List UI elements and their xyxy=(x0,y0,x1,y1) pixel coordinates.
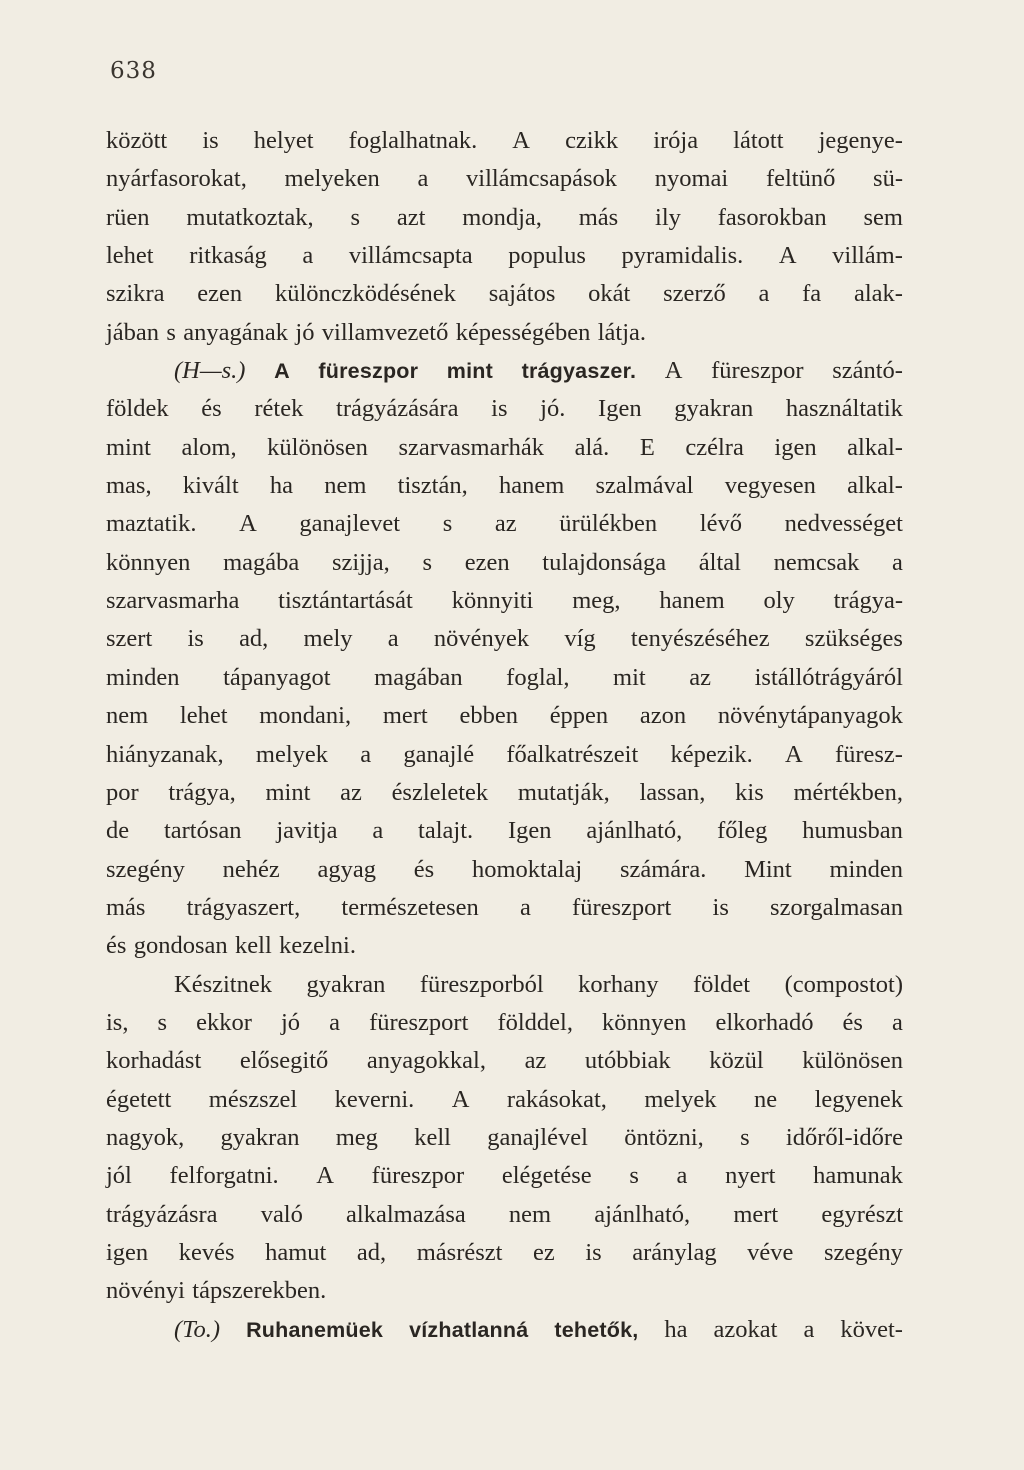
word: ad, xyxy=(356,1238,387,1266)
word: kezelni. xyxy=(279,932,356,960)
word: anyagának xyxy=(183,318,289,346)
word: használtatik xyxy=(785,395,903,423)
word: populus xyxy=(508,242,586,270)
text-line xyxy=(106,505,903,543)
word: elkorhadó xyxy=(715,1008,814,1036)
text-line xyxy=(106,697,903,735)
text-line xyxy=(106,1081,903,1119)
text-line xyxy=(106,1004,903,1042)
word: mutatkoztak, xyxy=(186,203,314,231)
word: de xyxy=(106,817,130,845)
word: anyagokkal, xyxy=(366,1047,486,1075)
section-heading-word: A xyxy=(274,359,290,384)
word: tisztán, xyxy=(397,472,468,500)
word: és xyxy=(842,1008,863,1036)
text-line xyxy=(106,1119,903,1157)
word: villámcsapások xyxy=(466,165,618,193)
text-line xyxy=(106,352,903,390)
word: czikk xyxy=(565,127,619,154)
word: trágya- xyxy=(833,587,903,615)
word: nem xyxy=(324,472,367,500)
word: tulajdonsága xyxy=(542,548,667,576)
word: szántó- xyxy=(832,357,903,385)
word: szegény xyxy=(106,855,185,883)
word: füreszport xyxy=(369,1008,469,1036)
word: ganajlevet xyxy=(299,510,401,538)
body-text xyxy=(106,122,903,1349)
word: is, xyxy=(106,1008,129,1036)
word: minden xyxy=(829,855,903,883)
word: nemcsak xyxy=(773,548,860,576)
word: az xyxy=(340,778,362,806)
word: látja. xyxy=(597,318,647,346)
word: Igen xyxy=(598,395,642,423)
section-heading-word: Ruhanemüek xyxy=(246,1317,384,1342)
word: trágyázásra xyxy=(106,1200,218,1228)
word: alom, xyxy=(181,433,237,461)
word: villamvezető xyxy=(321,318,449,346)
word: mutatják, xyxy=(517,778,610,806)
word: kivált xyxy=(182,472,239,500)
word: keverni. xyxy=(334,1085,415,1113)
word: a xyxy=(803,1315,815,1343)
word: ganajlé xyxy=(403,740,475,768)
word: irója xyxy=(653,127,699,154)
word: szarvasmarhák xyxy=(398,433,545,461)
word: lehet xyxy=(106,242,154,270)
word: A xyxy=(778,242,797,270)
word: s xyxy=(629,1162,639,1190)
text-line xyxy=(106,1272,903,1310)
word: mely xyxy=(303,625,353,653)
word: melyeken xyxy=(284,165,380,193)
word: nyomai xyxy=(654,165,729,193)
word: szert xyxy=(106,625,153,653)
text-line xyxy=(106,1157,903,1195)
word: a xyxy=(758,280,770,308)
word: villámcsapta xyxy=(348,242,473,270)
word: ritkaság xyxy=(189,242,267,270)
word: utóbbiak xyxy=(584,1047,671,1075)
word: füreszporból xyxy=(419,970,544,998)
word: istállótrágyáról xyxy=(754,663,903,691)
word: más xyxy=(106,893,146,921)
word: ez xyxy=(533,1238,555,1266)
word: mit xyxy=(613,663,646,691)
word: A xyxy=(239,510,257,538)
word: trágyaszert, xyxy=(186,893,301,921)
word: természetesen xyxy=(341,893,479,921)
word: Igen xyxy=(507,817,552,845)
word: lévő xyxy=(699,510,742,538)
word: melyek xyxy=(644,1085,717,1113)
word: A xyxy=(664,357,683,385)
word: mert xyxy=(733,1200,779,1228)
word: is xyxy=(202,127,219,154)
word: meg, xyxy=(572,587,621,615)
section-heading-word: mint xyxy=(446,359,493,384)
text-line xyxy=(106,889,903,927)
word: szarvasmarha xyxy=(106,587,240,615)
word: is xyxy=(712,893,729,921)
word: főalkatrészeit xyxy=(506,740,639,768)
word: földek xyxy=(106,395,169,423)
word: legyenek xyxy=(814,1085,903,1113)
word: foglal, xyxy=(506,663,570,691)
word: igen xyxy=(106,1238,149,1266)
word: agyag xyxy=(317,855,377,883)
word: az xyxy=(689,663,712,691)
word: lehet xyxy=(179,702,228,730)
word: nagyok, xyxy=(106,1123,185,1151)
word: a xyxy=(387,625,399,653)
word: a xyxy=(360,740,372,768)
word: való xyxy=(260,1200,303,1228)
word: ne xyxy=(753,1085,778,1113)
word: czélra xyxy=(685,433,744,461)
section-heading-word: trágyaszer. xyxy=(521,359,637,384)
word: különczködésének xyxy=(274,280,456,308)
word: között xyxy=(106,127,168,154)
word: magában xyxy=(374,663,463,691)
word: mint xyxy=(106,433,151,461)
word: jól xyxy=(106,1162,132,1190)
text-line xyxy=(106,620,903,658)
word: ürülékben xyxy=(559,510,658,538)
word: sü- xyxy=(873,165,903,193)
word: mértékben, xyxy=(793,778,903,806)
word: füresz- xyxy=(834,740,903,768)
word: ajánlható, xyxy=(586,817,683,845)
word: A xyxy=(785,740,803,768)
text-line xyxy=(106,390,903,428)
word: nem xyxy=(508,1200,552,1228)
word: öntözni, xyxy=(624,1123,704,1151)
word: éppen xyxy=(549,702,609,730)
word: növények xyxy=(433,625,530,653)
section-heading-word: tehetők, xyxy=(554,1317,639,1342)
word: közül xyxy=(709,1047,764,1075)
word: helyet xyxy=(253,127,314,154)
text-line xyxy=(106,1311,903,1349)
text-line xyxy=(106,237,903,275)
text-line xyxy=(106,582,903,620)
word: mert xyxy=(382,702,428,730)
word: időről-időre xyxy=(785,1123,903,1151)
word: képezik. xyxy=(670,740,753,768)
text-line xyxy=(106,429,903,467)
word: ha xyxy=(269,472,293,500)
page-number: 638 xyxy=(110,58,157,84)
word: az xyxy=(494,510,517,538)
word: A xyxy=(451,1085,470,1113)
text-line xyxy=(106,467,903,505)
section-heading-word: füreszpor xyxy=(318,359,419,384)
word: a xyxy=(892,1008,903,1036)
word: rüen xyxy=(106,203,150,231)
word: ebben xyxy=(459,702,518,730)
word: főleg xyxy=(717,817,768,845)
word: füreszpor xyxy=(711,357,804,385)
word: meg xyxy=(335,1123,378,1151)
word: és xyxy=(106,932,127,960)
word: gyakran xyxy=(306,970,386,998)
word: és xyxy=(413,855,435,883)
word: sajátos xyxy=(488,280,556,308)
word: a xyxy=(329,1008,340,1036)
word: okát xyxy=(588,280,631,308)
word: magába xyxy=(223,548,300,576)
word: növényi xyxy=(106,1277,185,1305)
word: alá. xyxy=(574,433,610,461)
section-heading-word: vízhatlanná xyxy=(409,1317,529,1342)
word: és xyxy=(201,395,222,423)
word: mondja, xyxy=(462,203,542,231)
word: képességében xyxy=(455,318,591,346)
word: véve xyxy=(747,1238,794,1266)
word: jegenye- xyxy=(818,127,903,154)
word: azokat xyxy=(713,1315,778,1343)
word: feltünő xyxy=(765,165,836,193)
word: könnyen xyxy=(106,548,191,576)
word: a xyxy=(372,817,384,845)
word: tartósan xyxy=(163,817,242,845)
word: rétek xyxy=(254,395,304,423)
word: szikra xyxy=(106,280,165,308)
word: különösen xyxy=(802,1047,903,1075)
word: tápszerekben. xyxy=(192,1277,327,1305)
word: fasorokban xyxy=(717,203,827,231)
word: szükséges xyxy=(804,625,903,653)
word: igen xyxy=(774,433,817,461)
word: korhadást xyxy=(106,1047,202,1075)
word: gondosan xyxy=(133,932,228,960)
word: könnyen xyxy=(602,1008,687,1036)
word: trágya, xyxy=(168,778,236,806)
word: E xyxy=(639,433,655,461)
text-line xyxy=(106,736,903,774)
word: maztatik. xyxy=(106,510,197,538)
word: az xyxy=(524,1047,547,1075)
text-line xyxy=(106,314,903,352)
text-line xyxy=(106,774,903,812)
word: alkal- xyxy=(847,433,903,461)
word: jában xyxy=(106,318,160,346)
word: víg xyxy=(564,625,596,653)
word: foglalhatnak. xyxy=(348,127,478,154)
word: pyramidalis. xyxy=(621,242,744,270)
word: alak- xyxy=(853,280,903,308)
word: ily xyxy=(655,203,681,231)
word: a xyxy=(676,1162,688,1190)
word: oly xyxy=(763,587,795,615)
word: javitja xyxy=(276,817,338,845)
word: (compostot) xyxy=(784,970,903,998)
word: más xyxy=(578,203,619,231)
word: szalmával xyxy=(595,472,694,500)
text-line xyxy=(106,160,903,198)
word: égetett xyxy=(106,1085,172,1113)
word: kell xyxy=(414,1123,451,1151)
word: szorgalmasan xyxy=(770,893,903,921)
word: homoktalaj xyxy=(471,855,583,883)
word: mondani, xyxy=(259,702,352,730)
text-line xyxy=(106,122,903,160)
word: elősegitő xyxy=(239,1047,329,1075)
word: szijja, xyxy=(331,548,390,576)
word: sem xyxy=(863,203,903,231)
word: ekkor xyxy=(196,1008,252,1036)
word: a xyxy=(892,548,903,576)
text-line xyxy=(106,275,903,313)
word: s xyxy=(157,1008,168,1036)
word: nehéz xyxy=(222,855,280,883)
author-initials: (To.) xyxy=(174,1315,221,1343)
text-line xyxy=(106,927,903,965)
word: is xyxy=(187,625,204,653)
text-line xyxy=(106,812,903,850)
text-line xyxy=(106,199,903,237)
author-initials: (H—s.) xyxy=(174,357,246,385)
word: számára. xyxy=(619,855,707,883)
word: hamut xyxy=(265,1238,327,1266)
word: tápanyagot xyxy=(223,663,331,691)
word: füreszport xyxy=(572,893,672,921)
word: melyek xyxy=(255,740,329,768)
word: a xyxy=(519,893,531,921)
word: fa xyxy=(802,280,822,308)
word: nyert xyxy=(725,1162,776,1190)
word: tisztántartását xyxy=(278,587,413,615)
word: humusban xyxy=(802,817,903,845)
word: ad, xyxy=(239,625,269,653)
word: követ- xyxy=(840,1315,903,1343)
word: por xyxy=(106,778,139,806)
word: gyakran xyxy=(220,1123,300,1151)
word: hiányzanak, xyxy=(106,740,224,768)
word: elégetése xyxy=(501,1162,592,1190)
word: tenyészéséhez xyxy=(630,625,770,653)
word: s xyxy=(422,548,433,576)
word: azt xyxy=(396,203,426,231)
word: s xyxy=(350,203,361,231)
word: s xyxy=(740,1123,750,1151)
text-line xyxy=(106,851,903,889)
word: kell xyxy=(235,932,272,960)
word: kis xyxy=(735,778,764,806)
word: ganajlével xyxy=(487,1123,588,1151)
word: nyárfasorokat, xyxy=(106,165,247,193)
word: szegény xyxy=(823,1238,903,1266)
word: s xyxy=(442,510,453,538)
word: hanem xyxy=(659,587,725,615)
word: Mint xyxy=(744,855,792,883)
word: vegyesen xyxy=(724,472,816,500)
word: ezen xyxy=(464,548,510,576)
word: is xyxy=(585,1238,602,1266)
word: korhany xyxy=(578,970,659,998)
word: észleletek xyxy=(391,778,489,806)
word: Készitnek xyxy=(174,970,272,998)
word: trágyázására xyxy=(336,395,459,423)
word: felforgatni. xyxy=(169,1162,279,1190)
word: ha xyxy=(664,1315,688,1343)
word: jó xyxy=(295,318,315,346)
text-line xyxy=(106,659,903,697)
text-line xyxy=(106,966,903,1004)
word: nedvességet xyxy=(784,510,903,538)
word: látott xyxy=(733,127,784,154)
word: a xyxy=(302,242,314,270)
word: földdel, xyxy=(497,1008,573,1036)
word: a xyxy=(417,165,429,193)
text-line xyxy=(106,544,903,582)
word: földet xyxy=(692,970,751,998)
text-line xyxy=(106,1234,903,1272)
word: gyakran xyxy=(674,395,754,423)
word: mas, xyxy=(106,472,152,500)
word: mint xyxy=(265,778,311,806)
word: szerző xyxy=(663,280,726,308)
word: A xyxy=(316,1162,334,1190)
word: kevés xyxy=(178,1238,235,1266)
word: hamunak xyxy=(813,1162,903,1190)
word: lassan, xyxy=(639,778,706,806)
word: rakásokat, xyxy=(506,1085,607,1113)
word: alkal- xyxy=(847,472,903,500)
word: villám- xyxy=(832,242,903,270)
word: alkalmazása xyxy=(346,1200,466,1228)
word: füreszpor xyxy=(371,1162,465,1190)
word: azon xyxy=(639,702,687,730)
word: jó. xyxy=(540,395,566,423)
word: ajánlható, xyxy=(594,1200,691,1228)
word: hanem xyxy=(498,472,565,500)
word: mészszel xyxy=(208,1085,298,1113)
word: is xyxy=(491,395,508,423)
word: nem xyxy=(106,702,149,730)
word: s xyxy=(166,318,176,346)
word: másrészt xyxy=(416,1238,503,1266)
word: talajt. xyxy=(418,817,474,845)
word: könnyiti xyxy=(451,587,534,615)
word: által xyxy=(698,548,741,576)
word: egyrészt xyxy=(821,1200,903,1228)
word: A xyxy=(512,127,530,154)
word: jó xyxy=(281,1008,301,1036)
word: különösen xyxy=(267,433,368,461)
text-line xyxy=(106,1196,903,1234)
word: minden xyxy=(106,663,180,691)
word: ezen xyxy=(197,280,243,308)
text-line xyxy=(106,1042,903,1080)
word: növénytápanyagok xyxy=(717,702,903,730)
word: aránylag xyxy=(632,1238,717,1266)
